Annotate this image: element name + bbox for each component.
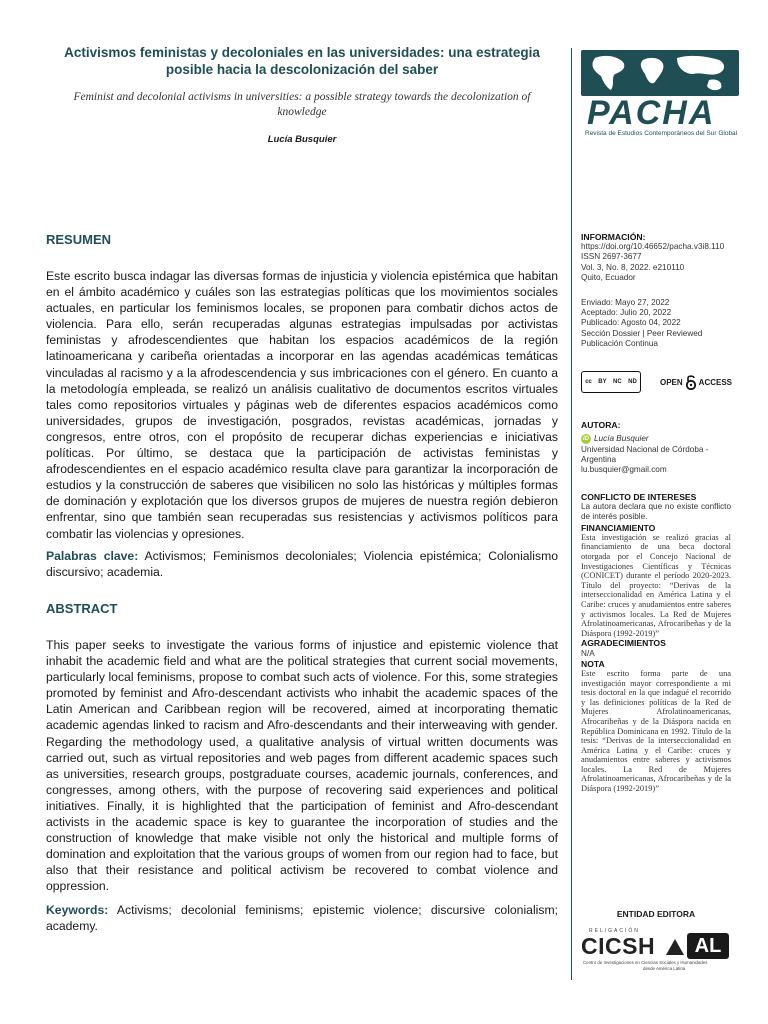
article-header [46, 44, 558, 145]
nota-label: NOTA [581, 658, 605, 669]
date-sent: Enviado: Mayo 27, 2022 [581, 298, 670, 307]
journal-name: PACHA [587, 94, 716, 132]
autora-name: Lucía Busquier [594, 434, 649, 444]
date-published: Publicado: Agosto 04, 2022 [581, 318, 681, 328]
author-block [581, 420, 731, 475]
doi-link[interactable]: https://doi.org/10.46652/pacha.v3i8.110 [581, 242, 725, 252]
journal-tagline: Revista de Estudios Contemporáneos del Sur Global [585, 130, 738, 137]
publisher-name: CICSH [581, 933, 656, 959]
access-label: ACCESS [698, 377, 733, 387]
autora-label: AUTORA: [581, 420, 621, 430]
volume: Vol. 3, No. 8, 2022. e210110 [581, 262, 685, 272]
publisher-suffix: AL [687, 933, 729, 959]
abstract-keywords-label: Keywords: [46, 903, 109, 917]
publisher-sub2: desde América Latina [643, 966, 686, 971]
abstract-heading: ABSTRACT [46, 601, 118, 616]
agradecimientos-label: AGRADECIMIENTOS [581, 638, 666, 649]
resumen-text: Este escrito busca indagar las diversas formas de injusticia y violencia epistémica que habitan en el ámbito académico y cuáles son las estrategias políticas que los movimientos sociales actuales, en particular los feminismos locales, se proponen para combatir dichos actos de violencia. Para ello, serán recuperadas algunas estrategias impulsadas por activistas feministas y afrodescendientes que habitan los espacios académicos de la región latinoamericana y caribeña orientadas a incorporar en las agendas académicas temáticas vinculadas al racismo y a la afrodescendencia y sus imbricaciones con el género. En cuanto a la metodología empleada, se realizó un análisis cualitativo de documentos escritos virtuales tales como repositorios virtuales y páginas web de diferentes espacios académicos como universidades, grupos de investigación, posgrados, revistas académicas, jornadas y congresos, entre otros, con el propósito de recuperar dichas experiencias e iniciativas políticas. Por último, se destaca que la participación de activistas feministas y afrodescendientes en el espacio académico resulta clave para garantizar la incorporación de estudios y la construcción de saberes que visibilicen no solo las históricas y múltiples formas de dominación y explotación que los diversos grupos de mujeres de nuestra región debieron enfrentar, sino que también sean recuperadas sus resistencias y activismos políticos para combatir las violencias y opresiones. [46, 269, 558, 541]
publisher-sub1: Centro de Investigaciones en Ciencias Sociales y Humanidades [583, 960, 708, 965]
article-author: Lucía Busquier [267, 134, 337, 145]
entidad-editora-label: ENTIDAD EDITORA [616, 909, 696, 919]
cc-license-icon[interactable] [581, 371, 641, 393]
column-divider [571, 48, 572, 980]
open-access-badge[interactable] [660, 374, 732, 390]
info-block [581, 232, 731, 283]
article-title: Activismos feministas y decoloniales en las universidades: una estrategia posible hacia la descolonización del saber [64, 45, 540, 77]
orcid-icon[interactable]: iD [583, 436, 589, 443]
nc-icon: NC [613, 379, 622, 385]
resumen-keywords-label: Palabras clave: [46, 549, 139, 563]
conflicto-label: CONFLICTO DE INTERESES [581, 492, 697, 502]
publication-type: Publicación Continua [581, 338, 658, 348]
date-accepted: Aceptado: Julio 20, 2022 [581, 308, 672, 318]
nota-text: Este escrito forma parte de una investigación mayor correspondiente a mi tesis doctoral en la que indagué el recorrido y las definiciones políticas de la Red de Mujeres Afrolatinoamericanas, Afrocaribeñas y de la Diáspora nacida en República Dominicana en 1992. Título de la tesis: “Derivas de la interseccionalidad en América Latina y el Caribe: cruces y anudamientos entre saberes y activismos locales. La Red de Mujeres Afrolatinoamericanas, Afrocaribeñas y de la Diáspora (1992-2019)” [581, 668, 731, 794]
by-icon: BY [598, 379, 607, 385]
resumen-keywords [46, 548, 558, 580]
info-label: INFORMACIÓN: [581, 232, 646, 242]
autora-email[interactable]: lu.busquier@gmail.com [581, 464, 667, 474]
open-label: OPEN [660, 377, 683, 387]
resumen-heading: RESUMEN [46, 232, 112, 247]
financiamiento-text: Esta investigación se realizó gracias al financiamiento de una beca doctoral otorgada por el Concejo Nacional de Investigaciones Científicas y Técnicas (CONICET) durante el período 2020-2023. Título del proyecto: “Derivas de la interseccionalidad en América Latina y el Caribe: cruces y anudamientos entre saberes y activismos locales. La Red de Mujeres Afrolatinoamericanas, Afrocaribeñas y de la Diáspora (1992-2019)” [581, 532, 731, 638]
financiamiento-label: FINANCIAMIENTO [581, 522, 656, 533]
publisher-chevron-icon [664, 935, 686, 957]
open-lock-icon [685, 374, 697, 390]
issn: ISSN 2697-3677 [581, 252, 642, 262]
abstract-text: This paper seeks to investigate the various forms of injustice and epistemic violence that inhabit the academic field and what are the political strategies that current social movements, particularly local feminisms, propose to combat such acts of violence. For this, some strategies promoted by feminist and Afro-descendant activists who inhabit the academic spaces of the Latin American and Caribbean region will be recovered, aimed at incorporating thematic academic agendas linked to racism and Afro-descendants and their interweaving with gender. Regarding the methodology used, a qualitative analysis of virtual written documents was carried out, such as virtual repositories and web pages from different academic spaces such as universities, research groups, postgraduate courses, academic journals, conferences, and congresses, among others, with the purpose of recovering said experiences and political initiatives. Finally, it is highlighted that the participation of feminist and Afro-descendant activists in the academic space is key to guarantee the incorporation of studies and the construction of knowledge that make visible not only the historical and multiple forms of domination and exploitation that the various groups of women from our region had to face, but also that their resistance and political activism be recovered to combat violence and oppression. [46, 638, 558, 894]
abstract-keywords [46, 902, 558, 934]
article-subtitle: Feminist and decolonial activisms in universities: a possible strategy towards the decolonization of knowledge [73, 91, 531, 118]
nd-icon: ND [628, 379, 637, 385]
journal-logo [581, 50, 739, 138]
declarations-block [581, 492, 731, 794]
world-map-icon [581, 50, 739, 96]
publisher-top: RELIGACIÓN [589, 928, 640, 934]
conflicto-text: La autora declara que no existe conflicto de interés posible. [581, 502, 731, 522]
dates-block [581, 298, 731, 349]
autora-affiliation: Universidad Nacional de Córdoba - Argentina [581, 444, 709, 464]
section: Sección Dossier | Peer Reviewed [581, 328, 703, 338]
resumen-keywords-text: Activismos; Feminismos decoloniales; Violencia epistémica; Colonialismo discursivo; academia. [46, 549, 559, 580]
cc-icon: cc [585, 379, 592, 385]
publisher-logo [581, 928, 736, 976]
agradecimientos-text: N/A [581, 648, 595, 658]
abstract-keywords-text: Activisms; decolonial feminisms; epistemic violence; discursive colonialism; academy. [46, 903, 558, 934]
location: Quito, Ecuador [581, 272, 636, 282]
